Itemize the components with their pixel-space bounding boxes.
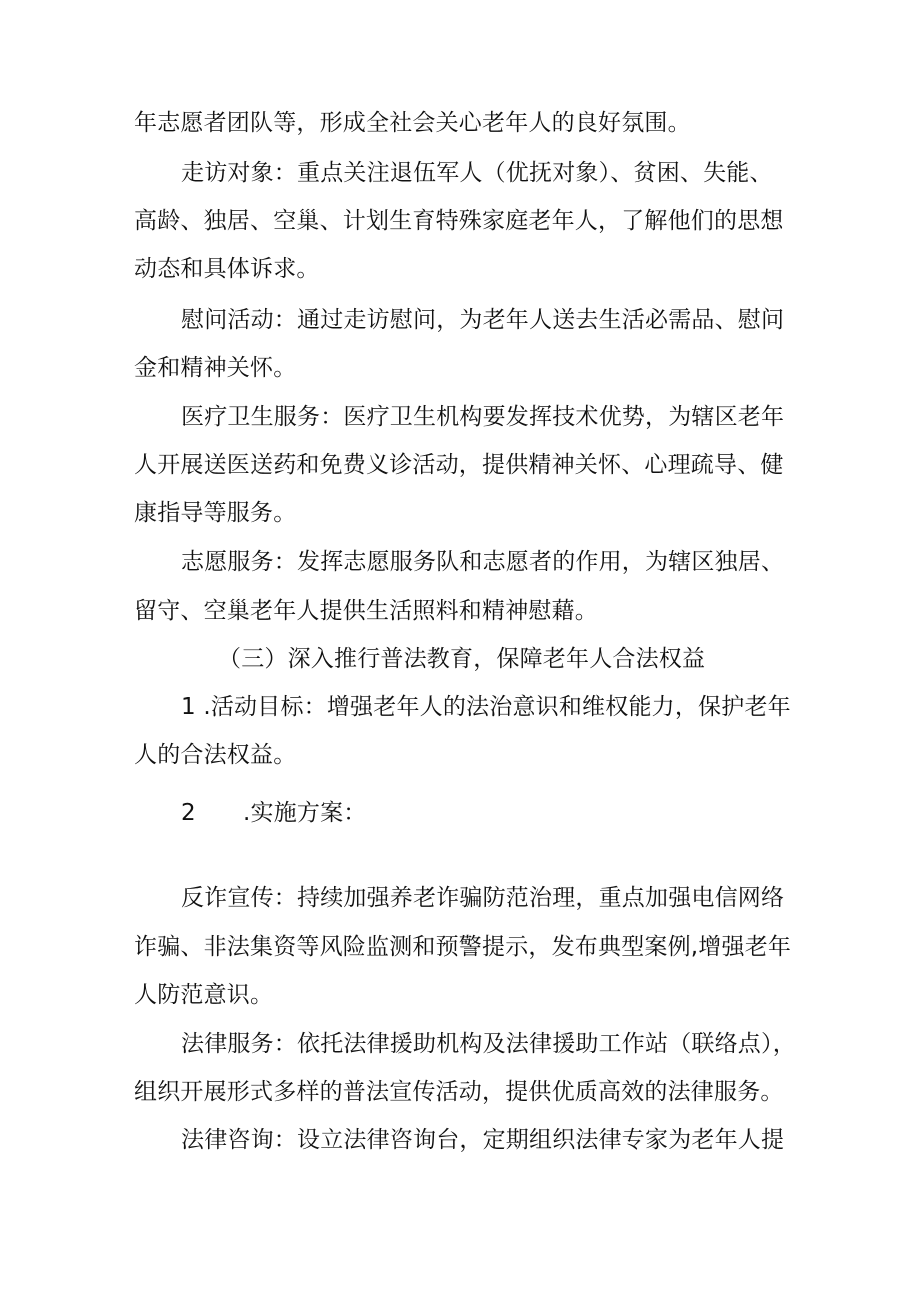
paragraph-line: 高龄、独居、空巢、计划生育特殊家庭老年人，了解他们的思想: [134, 208, 784, 234]
list-item-title: .实施方案：: [243, 800, 367, 826]
paragraph-line: 诈骗、非法集资等风险监测和预警提示，发布典型案例,增强老年: [134, 934, 792, 960]
paragraph-line: 人的合法权益。: [134, 742, 297, 768]
paragraph-line: 人开展送医送药和免费义诊活动，提供精神关怀、心理疏导、健: [134, 452, 784, 478]
paragraph-line: 志愿服务：发挥志愿服务队和志愿者的作用，为辖区独居、: [181, 549, 785, 575]
paragraph-line: 1 .活动目标：增强老年人的法治意识和维权能力，保护老年: [181, 694, 791, 720]
paragraph-line: 反诈宣传：持续加强养老诈骗防范治理，重点加强电信网络: [181, 885, 785, 911]
paragraph-line: 法律服务：依托法律援助机构及法律援助工作站（联络点），: [181, 1031, 796, 1057]
paragraph-line: 留守、空巢老年人提供生活照料和精神慰藉。: [134, 598, 598, 624]
paragraph-line: 年志愿者团队等，形成全社会关心老年人的良好氛围。: [134, 110, 691, 136]
paragraph-line: 医疗卫生服务：医疗卫生机构要发挥技术优势，为辖区老年: [181, 404, 785, 430]
paragraph-line: 走访对象：重点关注退伍军人（优抚对象）、贫困、失能、: [181, 160, 773, 186]
paragraph-line: 康指导等服务。: [134, 500, 297, 526]
paragraph-line: 人防范意识。: [134, 982, 274, 1008]
paragraph-line: 组织开展形式多样的普法宣传活动，提供优质高效的法律服务。: [134, 1079, 784, 1105]
paragraph-line: 动态和具体诉求。: [134, 256, 320, 282]
section-heading: （三）深入推行普法教育，保障老年人合法权益: [218, 646, 706, 672]
paragraph-line: 慰问活动：通过走访慰问，为老年人送去生活必需品、慰问: [181, 307, 785, 333]
paragraph-line: 法律咨询：设立法律咨询台，定期组织法律专家为老年人提: [181, 1127, 785, 1153]
paragraph-line: 金和精神关怀。: [134, 355, 297, 381]
list-number: 2: [181, 800, 196, 826]
